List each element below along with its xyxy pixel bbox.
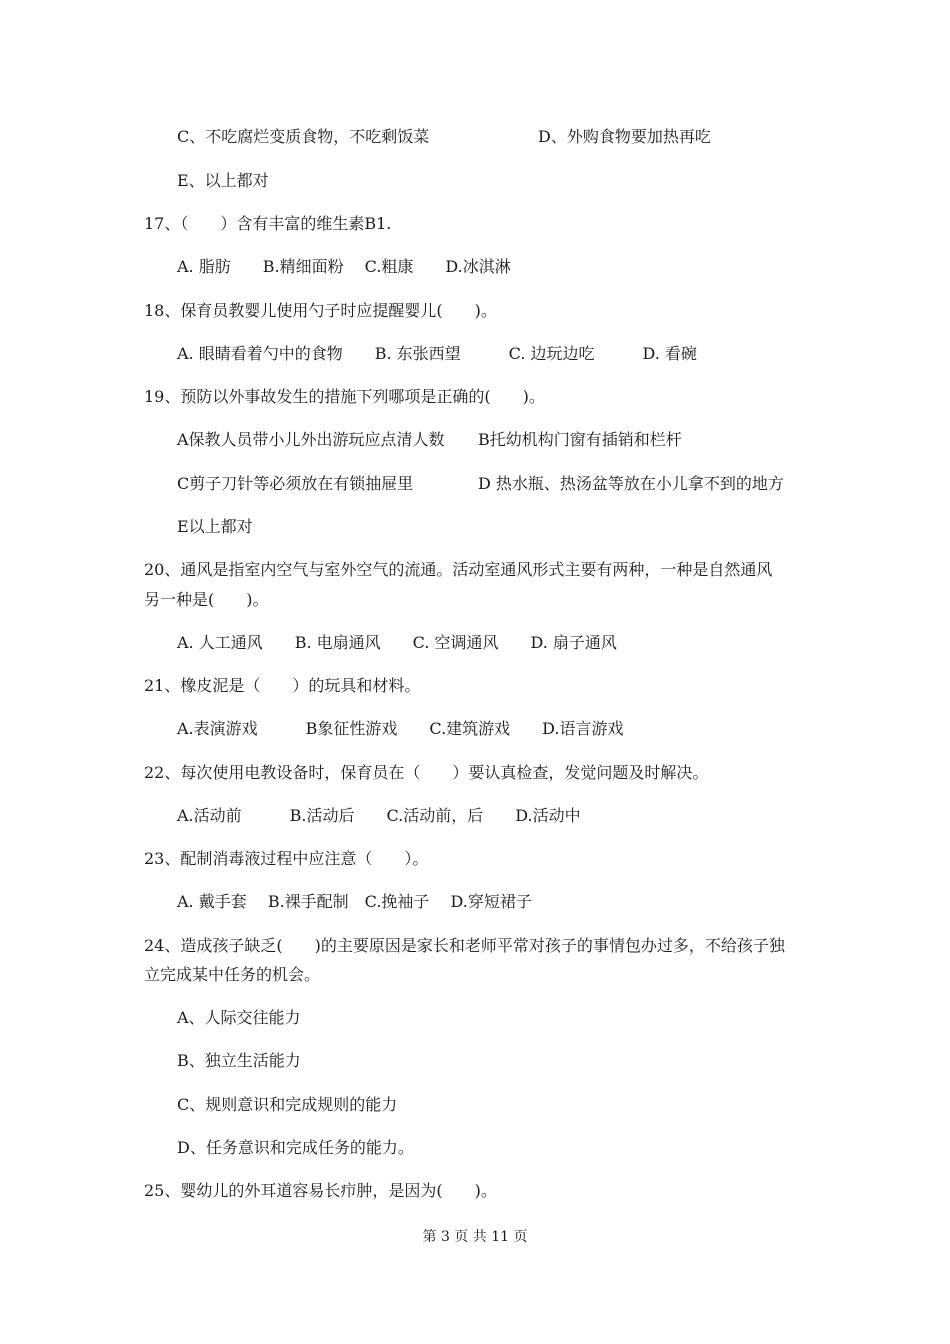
question-22: 22、每次使用电教设备时，保育员在（ ）要认真检查，发觉问题及时解决。 <box>144 763 709 782</box>
page-footer: 第 3 页 共 11 页 <box>422 1229 528 1245</box>
question-19-option-d: D 热水瓶、热汤盆等放在小儿拿不到的地方 <box>478 474 784 493</box>
question-23: 23、配制消毒液过程中应注意（ ）。 <box>144 849 429 868</box>
question-18: 18、保育员教婴儿使用勺子时应提醒婴儿( )。 <box>144 301 497 320</box>
question-24-option-d: D、任务意识和完成任务的能力。 <box>177 1138 414 1157</box>
question-19-option-c: C剪子刀针等必须放在有锁抽屉里 <box>177 474 414 493</box>
question-20-line-1: 20、通风是指室内空气与室外空气的流通。活动室通风形式主要有两种，一种是自然通风 <box>144 560 773 579</box>
question-19-option-a: A保教人员带小儿外出游玩应点清人数 <box>177 430 445 449</box>
question-19: 19、预防以外事故发生的措施下列哪项是正确的( )。 <box>144 387 545 406</box>
question-23-options: A. 戴手套 B.裸手配制 C.挽袖子 D.穿短裙子 <box>177 892 532 911</box>
question-24-option-b: B、独立生活能力 <box>177 1051 301 1070</box>
question-21: 21、橡皮泥是（ ）的玩具和材料。 <box>144 676 421 695</box>
q16-option-c: C、不吃腐烂变质食物，不吃剩饭菜 <box>177 127 430 146</box>
question-19-option-b: B托幼机构门窗有插销和栏杆 <box>478 430 682 449</box>
question-17: 17、（ ）含有丰富的维生素B1. <box>144 214 392 233</box>
question-24-option-a: A、人际交往能力 <box>177 1008 301 1027</box>
question-25: 25、婴幼儿的外耳道容易长疖肿，是因为( )。 <box>144 1181 497 1200</box>
question-18-options: A. 眼睛看着勺中的食物 B. 东张西望 C. 边玩边吃 D. 看碗 <box>177 344 697 363</box>
question-20-options: A. 人工通风 B. 电扇通风 C. 空调通风 D. 扇子通风 <box>177 633 617 652</box>
q16-option-d: D、外购食物要加热再吃 <box>538 127 711 146</box>
question-22-options: A.活动前 B.活动后 C.活动前，后 D.活动中 <box>177 806 581 825</box>
question-24-option-c: C、规则意识和完成规则的能力 <box>177 1095 398 1114</box>
question-20-line-2: 另一种是( )。 <box>144 590 269 609</box>
question-17-options: A. 脂肪 B.精细面粉 C.粗康 D.冰淇淋 <box>177 257 511 276</box>
q16-option-e: E、以上都对 <box>177 171 269 190</box>
question-21-options: A.表演游戏 B象征性游戏 C.建筑游戏 D.语言游戏 <box>177 719 624 738</box>
question-24-line-1: 24、造成孩子缺乏( )的主要原因是家长和老师平常对孩子的事情包办过多，不给孩子独 <box>144 936 785 955</box>
question-19-option-e: E以上都对 <box>177 517 253 536</box>
question-24-line-2: 立完成某中任务的机会。 <box>144 965 321 984</box>
